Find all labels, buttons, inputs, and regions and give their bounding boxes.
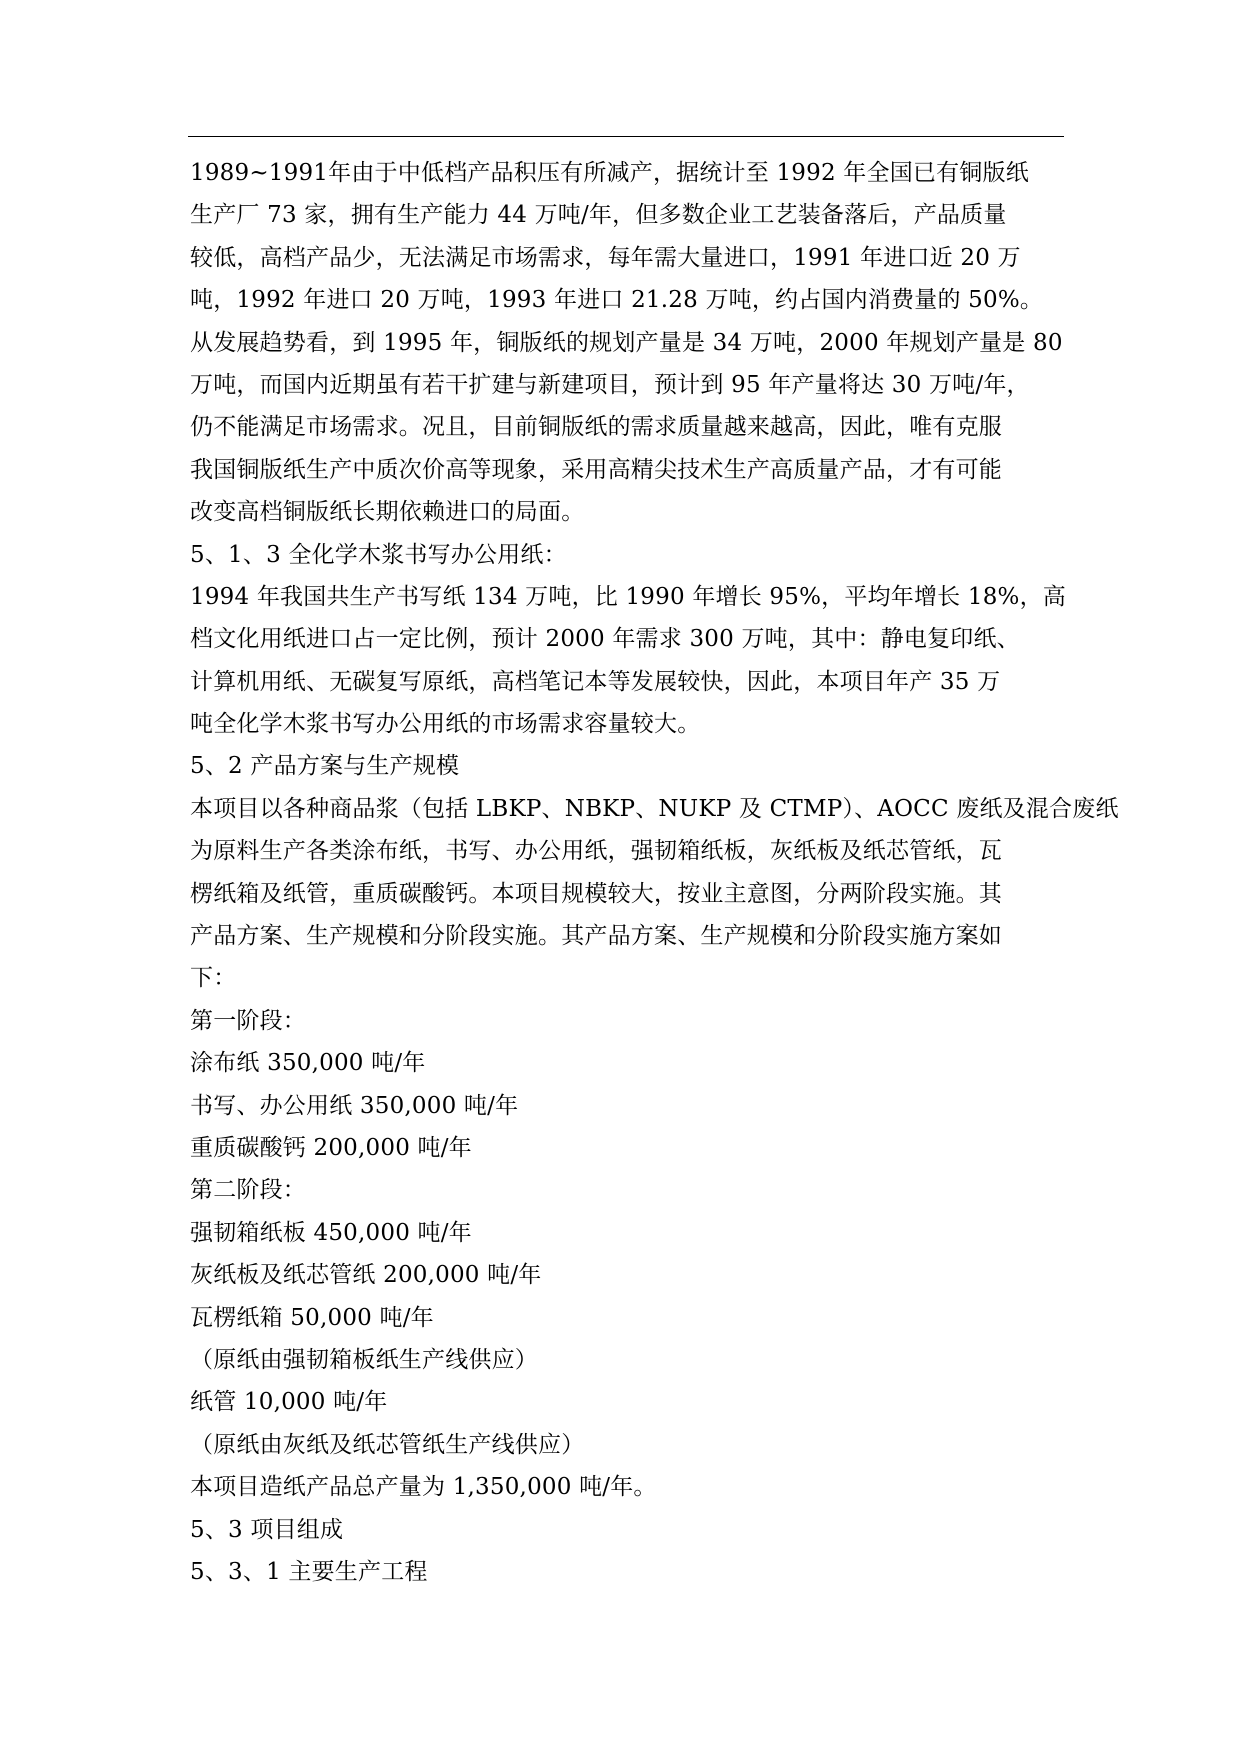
text-line: 本项目以各种商品浆（包括 LBKP、NBKP、NUKP 及 CTMP）、AOCC 废纸及混合废纸 [190,795,1119,822]
text-line: 改变高档铜版纸长期依赖进口的局面。 [190,499,585,526]
text-line: 从发展趋势看，到 1995 年，铜版纸的规划产量是 34 万吨，2000 年规划产量是 80 [190,329,1063,356]
phase-label: 第二阶段： [190,1177,306,1204]
section-heading: 5、2 产品方案与生产规模 [190,753,460,780]
document-body [190,152,1119,1593]
product-item: 重质碳酸钙 200,000 吨/年 [190,1134,472,1161]
product-item: 瓦楞纸箱 50,000 吨/年 [190,1304,434,1331]
section-heading: 5、1、3 全化学木浆书写办公用纸： [190,541,567,568]
product-note: （原纸由强韧箱板纸生产线供应） [190,1346,538,1373]
section-heading: 5、3 项目组成 [190,1516,344,1543]
product-item: 灰纸板及纸芯管纸 200,000 吨/年 [190,1262,542,1289]
text-line: 楞纸箱及纸管，重质碳酸钙。本项目规模较大，按业主意图，分两阶段实施。其 [190,880,1002,907]
text-line: 吨全化学木浆书写办公用纸的市场需求容量较大。 [190,711,701,738]
section-heading: 5、3、1 主要生产工程 [190,1558,428,1585]
text-line: 万吨，而国内近期虽有若干扩建与新建项目，预计到 95 年产量将达 30 万吨/年， [190,371,1030,398]
text-line: 仍不能满足市场需求。况且，目前铜版纸的需求质量越来越高，因此，唯有克服 [190,414,1002,441]
text-line: 1989~1991年由于中低档产品积压有所减产，据统计至 1992 年全国已有铜版纸 [190,160,1029,186]
text-line: 档文化用纸进口占一定比例，预计 2000 年需求 300 万吨，其中：静电复印纸、 [190,626,1020,653]
text-line: 计算机用纸、无碳复写原纸，高档笔记本等发展较快，因此，本项目年产 35 万 [190,668,1001,695]
phase-label: 第一阶段： [190,1007,306,1034]
product-item: 纸管 10,000 吨/年 [190,1389,388,1416]
text-line: 生产厂 73 家，拥有生产能力 44 万吨/年，但多数企业工艺装备落后，产品质量 [190,202,1007,229]
text-line: 吨，1992 年进口 20 万吨，1993 年进口 21.28 万吨，约占国内消费量的 50%。 [190,287,1044,314]
text-line: 本项目造纸产品总产量为 1,350,000 吨/年。 [190,1474,657,1501]
product-item: 强韧箱纸板 450,000 吨/年 [190,1219,472,1246]
product-item: 涂布纸 350,000 吨/年 [190,1050,426,1077]
header-rule [188,136,1064,137]
text-line: 为原料生产各类涂布纸，书写、办公用纸，强韧箱纸板，灰纸板及纸芯管纸，瓦 [190,838,1002,865]
text-line: 我国铜版纸生产中质次价高等现象，采用高精尖技术生产高质量产品，才有可能 [190,456,1002,483]
product-note: （原纸由灰纸及纸芯管纸生产线供应） [190,1431,585,1458]
text-line: 1994 年我国共生产书写纸 134 万吨，比 1990 年增长 95%，平均年增长 18%，高 [190,583,1066,610]
text-line: 下： [190,965,237,992]
product-item: 书写、办公用纸 350,000 吨/年 [190,1092,519,1119]
text-line: 产品方案、生产规模和分阶段实施。其产品方案、生产规模和分阶段实施方案如 [190,923,1002,950]
text-line: 较低，高档产品少，无法满足市场需求，每年需大量进口，1991 年进口近 20 万 [190,244,1021,271]
